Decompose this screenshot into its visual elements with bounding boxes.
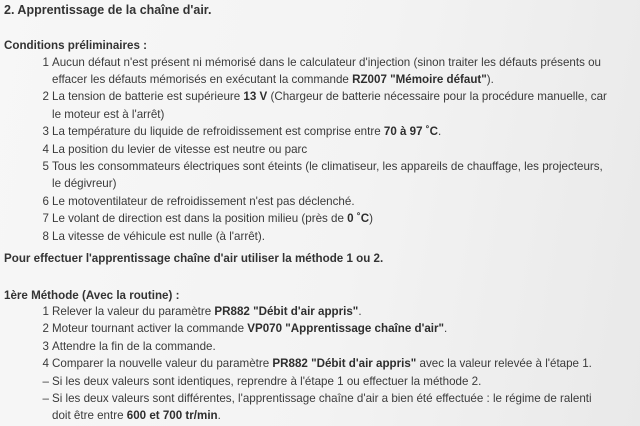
- condition-item-number: 7: [42, 212, 49, 226]
- method-step-number: 3: [42, 339, 49, 353]
- method-step-number: 4: [42, 357, 49, 371]
- bold-term: PR882 "Débit d'air appris": [214, 305, 359, 318]
- text-run: .: [217, 409, 221, 423]
- text-run: .: [438, 125, 442, 139]
- text-run: Aucun défaut n'est présent ni mémorisé dans le calculateur d'injection (sinon traiter les défauts présents ou: [52, 55, 601, 69]
- text-run: Attendre la fin de la commande.: [52, 339, 216, 353]
- condition-item-text: [52, 107, 164, 123]
- text-run: La vitesse de véhicule est nulle (à l'arrêt).: [52, 229, 265, 243]
- condition-item-number: 4: [42, 142, 49, 156]
- condition-item-text: [52, 55, 601, 71]
- text-run: Moteur tournant activer la commande: [52, 322, 248, 336]
- text-run: ).: [486, 72, 494, 86]
- condition-item-number: 6: [42, 194, 49, 208]
- text-run: Si les deux valeurs sont identiques, reprendre à l'étape 1 ou effectuer la méthode 2.: [52, 374, 482, 388]
- condition-item-text: [52, 142, 307, 158]
- text-run: Le motoventilateur de refroidissement n'est pas déclenché.: [52, 194, 355, 208]
- condition-item-text: [52, 211, 373, 227]
- condition-item-text: [52, 229, 265, 245]
- method-intro: Pour effectuer l'apprentissage chaîne d'air utiliser la méthode 1 ou 2.: [4, 252, 384, 265]
- bold-term: RZ007 "Mémoire défaut": [352, 72, 487, 86]
- bold-term: PR882 "Débit d'air appris": [272, 357, 417, 371]
- condition-item-text: [52, 176, 116, 192]
- condition-item-text: [52, 72, 494, 88]
- method-step-text: [52, 408, 221, 424]
- method-step-number: –: [42, 374, 49, 388]
- method-step-text: [52, 391, 592, 407]
- method-step-text: [52, 356, 592, 372]
- conditions-heading: Conditions préliminaires :: [4, 39, 148, 52]
- bold-term: 13 V: [243, 90, 268, 104]
- text-run: .: [444, 322, 448, 336]
- text-run: Comparer la nouvelle valeur du paramètre: [52, 357, 273, 371]
- bold-term: 70 à 97 ˚C: [383, 125, 439, 139]
- condition-item-number: 2: [42, 90, 49, 104]
- text-run: effacer les défauts mémorisés en exécutant la commande: [52, 72, 353, 86]
- text-run: La température du liquide de refroidissement est comprise entre: [52, 125, 384, 139]
- method-step-text: [52, 339, 216, 355]
- bold-term: VP070 "Apprentissage chaîne d'air": [247, 322, 445, 336]
- text-run: Si les deux valeurs sont différentes, l'apprentissage chaîne d'air a bien été effectuée : le régime de ralenti: [52, 392, 592, 405]
- text-run: ): [369, 212, 373, 226]
- bold-term: 600 et 700 tr/min: [126, 409, 218, 423]
- method-step-text: [52, 321, 447, 337]
- method-step-number: –: [42, 392, 49, 405]
- bold-term: 0 ˚C: [347, 212, 370, 226]
- text-run: (Chargeur de batterie nécessaire pour la procédure manuelle, car: [267, 90, 607, 104]
- condition-item-text: [52, 89, 607, 105]
- condition-item-number: 8: [42, 229, 49, 243]
- condition-item-number: 3: [42, 125, 49, 139]
- condition-item-text: [52, 194, 355, 210]
- text-run: avec la valeur relevée à l'étape 1.: [416, 357, 592, 371]
- condition-item-text: [52, 124, 441, 140]
- text-run: La position du levier de vitesse est neutre ou parc: [52, 142, 308, 156]
- method-step-text: [52, 304, 362, 320]
- text-run: .: [358, 305, 362, 318]
- method-step-number: 1: [42, 305, 49, 318]
- text-run: Relever la valeur du paramètre: [52, 305, 215, 318]
- text-run: Le volant de direction est dans la position milieu (près de: [52, 212, 348, 226]
- condition-item-number: 1: [42, 55, 49, 69]
- condition-item-text: [52, 159, 603, 175]
- condition-item-number: 5: [42, 159, 49, 173]
- text-run: La tension de batterie est supérieure: [52, 90, 244, 104]
- method1-heading: 1ère Méthode (Avec la routine) :: [4, 289, 180, 302]
- section-title: 2. Apprentissage de la chaîne d'air.: [4, 3, 212, 17]
- method-step-number: 2: [42, 322, 49, 336]
- text-run: le dégivreur): [52, 177, 117, 191]
- text-run: doit être entre: [52, 409, 127, 423]
- text-run: le moteur est à l'arrêt): [52, 107, 165, 121]
- text-run: Tous les consommateurs électriques sont éteints (le climatiseur, les appareils de chauffage, les projecteurs,: [52, 159, 603, 173]
- method-step-text: [52, 374, 481, 390]
